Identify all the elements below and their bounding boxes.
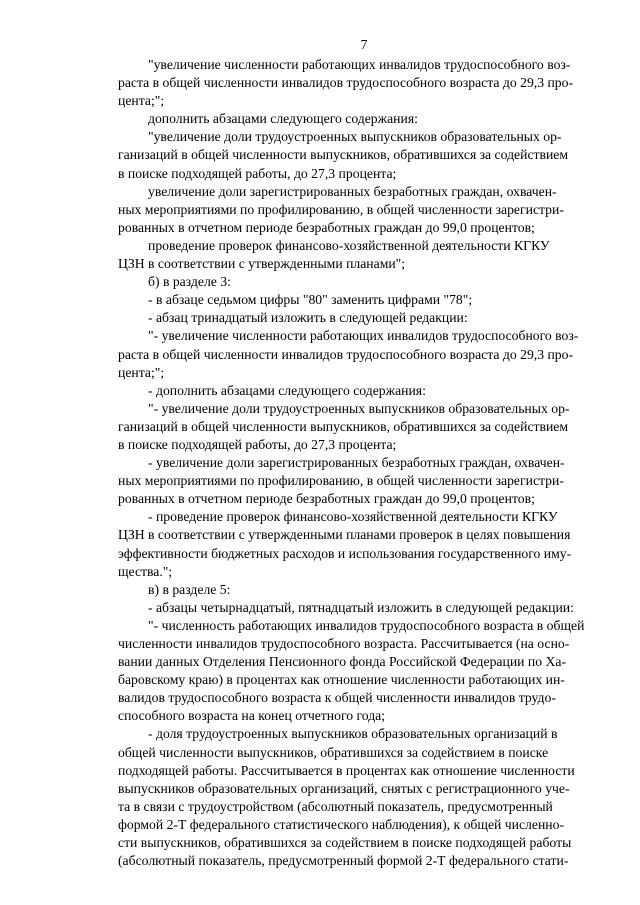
paragraph: дополнить абзацами следующего содержания: xyxy=(148,111,418,127)
paragraph: - абзацы четырнадцатый, пятнадцатый изложить в следующей редакции: xyxy=(148,599,574,615)
paragraph: "- увеличение доли трудоустроенных выпускников образовательных ор- ганизаций в общей численности выпускников, обратившихся за содействием в поиске подходящей работы, до 27,3 процента; xyxy=(118,400,570,452)
document-body xyxy=(118,56,610,870)
paragraph: - дополнить абзацами следующего содержания: xyxy=(148,382,426,398)
paragraph: - увеличение доли зарегистрированных безработных граждан, охвачен- ных мероприятиями по профилированию, в общей численности зарегистри- рованных в отчетном периоде безработных граждан до 99,0 процентов; xyxy=(118,455,565,507)
paragraph: "- увеличение численности работающих инвалидов трудоспособного воз- раста в общей численности инвалидов трудоспособного возраста до 29,3 про- цента;"; xyxy=(118,328,579,380)
page-number: 7 xyxy=(360,37,368,52)
paragraph: увеличение доли зарегистрированных безработных граждан, охвачен- ных мероприятиями по профилированию, в общей численности зарегистри- рованных в отчетном периоде безработных граждан до 99,0 процентов; xyxy=(118,183,564,235)
paragraph: "увеличение численности работающих инвалидов трудоспособного воз- раста в общей численности инвалидов трудоспособного возраста до 29,3 про- цента;"; xyxy=(118,57,574,109)
paragraph: "увеличение доли трудоустроенных выпускников образовательных ор- ганизаций в общей численности выпускников, обратившихся за содействием в поиске подходящей работы, до 27,3 процента; xyxy=(118,129,569,181)
paragraph: - доля трудоустроенных выпускников образовательных организаций в общей численности выпускников, обратившихся за содействием в поиске подходящей работы. Рассчитывается в процентах как отношение численности выпускников образовательных организаций, снятых с регистрационного уче- та в связи с трудоустройством (абсолютный показатель, предусмотренный формой 2-Т федерального статистического наблюдения), к общей численно- сти выпускников, обратившихся за содействием в поиске подходящей работы (абсолютный показатель, предусмотренный формой 2-Т федерального стати- xyxy=(118,726,575,869)
paragraph: в) в разделе 5: xyxy=(148,581,231,597)
paragraph: - абзац тринадцатый изложить в следующей редакции: xyxy=(148,310,468,326)
paragraph: проведение проверок финансово-хозяйственной деятельности КГКУ ЦЗН в соответствии с утвержденными планами"; xyxy=(118,237,550,272)
paragraph: - проведение проверок финансово-хозяйственной деятельности КГКУ ЦЗН в соответствии с утвержденными планами проверок в целях повышения эффективности бюджетных расходов и использования государственного иму- щества."; xyxy=(118,509,572,579)
paragraph: "- численность работающих инвалидов трудоспособного возраста в общей численности инвалидов трудоспособного возраста. Рассчитывается (на осно- вании данных Отделения Пенсионного фонда Российской Федерации по Ха- баровскому краю) в процентах как отношение численности работающих ин- валидов трудоспособного возраста к общей численности инвалидов трудо- способного возраста на конец отчетного года; xyxy=(118,617,585,724)
paragraph: - в абзаце седьмом цифры "80" заменить цифрами "78"; xyxy=(148,292,473,308)
paragraph: б) в разделе 3: xyxy=(148,274,231,290)
